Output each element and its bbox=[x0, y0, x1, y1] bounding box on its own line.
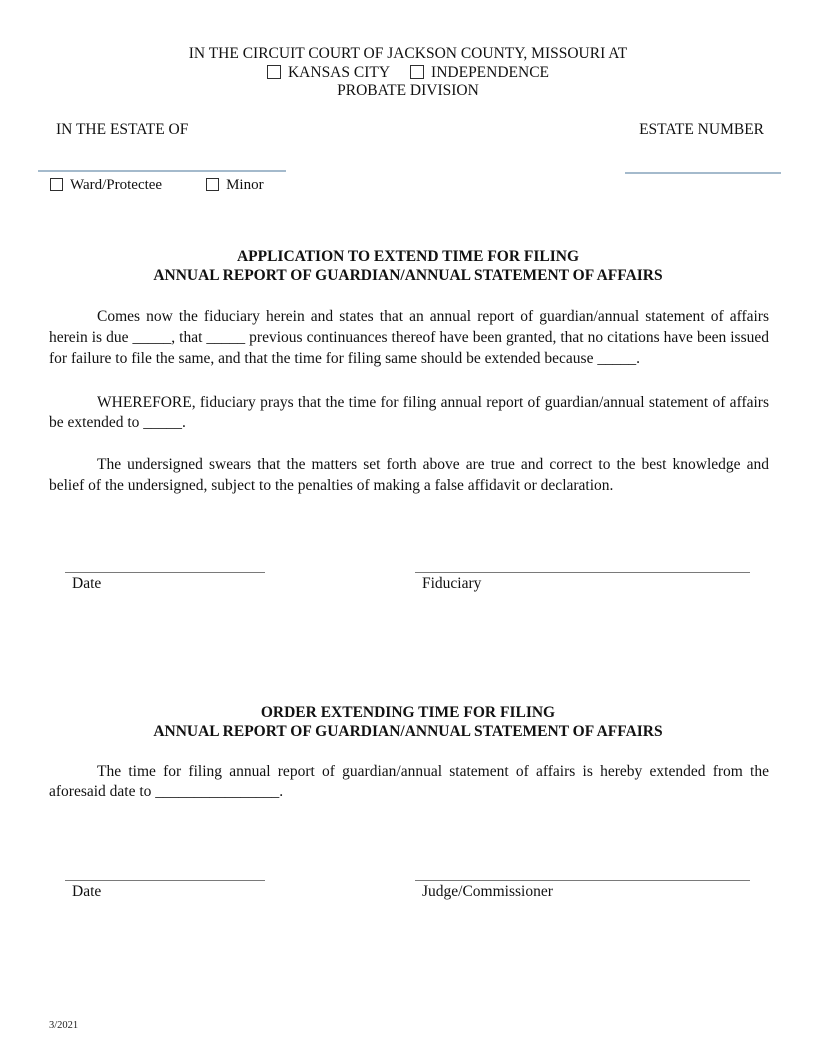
minor-checkbox[interactable] bbox=[206, 178, 219, 191]
in-the-estate-of-label: IN THE ESTATE OF bbox=[56, 121, 189, 139]
order-paragraph-extended: The time for filing annual report of guardian/annual statement of affairs is hereby extended from the aforesaid date to ________________. bbox=[49, 762, 769, 801]
independence-label: INDEPENDENCE bbox=[431, 63, 550, 81]
order-date-label: Date bbox=[72, 883, 102, 901]
form-revision-date: 3/2021 bbox=[49, 1020, 79, 1031]
fiduciary-signature-line[interactable] bbox=[415, 572, 750, 593]
ward-protectee-checkbox[interactable] bbox=[50, 178, 63, 191]
order-title-line2: ANNUAL REPORT OF GUARDIAN/ANNUAL STATEMENT OF AFFAIRS bbox=[153, 722, 663, 740]
location-option-independence bbox=[410, 64, 549, 81]
kansas-city-checkbox[interactable] bbox=[267, 65, 281, 79]
court-header bbox=[0, 0, 816, 101]
application-title-line2: ANNUAL REPORT OF GUARDIAN/ANNUAL STATEMENT OF AFFAIRS bbox=[153, 267, 663, 285]
application-date-signature-line[interactable] bbox=[65, 572, 265, 593]
order-signature-row bbox=[0, 880, 816, 901]
location-option-kansas-city bbox=[267, 64, 390, 81]
application-title-line1: APPLICATION TO EXTEND TIME FOR FILING bbox=[236, 248, 580, 266]
party-option-minor bbox=[206, 177, 264, 194]
minor-label: Minor bbox=[226, 177, 264, 194]
kansas-city-label: KANSAS CITY bbox=[287, 63, 391, 81]
party-option-ward-protectee bbox=[50, 177, 162, 194]
estate-name-input-line[interactable] bbox=[38, 170, 286, 172]
application-paragraph-swears: The undersigned swears that the matters set forth above are true and correct to the best knowledge and belief of the undersigned, subject to the penalties of making a false affidavit or declaration. bbox=[49, 456, 769, 494]
judge-commissioner-signature-line[interactable] bbox=[415, 880, 750, 901]
estate-number-label: ESTATE NUMBER bbox=[639, 121, 764, 139]
order-date-signature-line[interactable] bbox=[65, 880, 265, 901]
court-location-line bbox=[0, 64, 816, 83]
application-date-label: Date bbox=[72, 574, 102, 592]
independence-checkbox[interactable] bbox=[410, 65, 424, 79]
order-title-line1: ORDER EXTENDING TIME FOR FILING bbox=[260, 703, 556, 721]
judge-commissioner-label: Judge/Commissioner bbox=[422, 883, 553, 901]
estate-caption-row bbox=[56, 121, 764, 139]
party-type-row bbox=[50, 177, 816, 194]
court-header-line1: IN THE CIRCUIT COURT OF JACKSON COUNTY, MISSOURI AT bbox=[188, 45, 628, 62]
application-paragraph-wherefore: WHEREFORE, fiduciary prays that the time for filing annual report of guardian/annual statement of affairs be extended to _____. bbox=[49, 393, 769, 432]
application-signature-row bbox=[0, 572, 816, 593]
application-paragraph-comes-now: Comes now the fiduciary herein and states that an annual report of guardian/annual statement of affairs herein is due _____, that _____ previous continuances thereof have been granted, that no citations have been issued for failure to file the same, and that the time for filing same should be extended because _____. bbox=[49, 308, 769, 367]
court-header-line3: PROBATE DIVISION bbox=[337, 82, 479, 100]
estate-fill-row bbox=[0, 170, 816, 172]
order-title bbox=[0, 703, 816, 741]
ward-protectee-label: Ward/Protectee bbox=[70, 177, 163, 194]
fiduciary-label: Fiduciary bbox=[422, 574, 482, 592]
application-title bbox=[0, 247, 816, 285]
estate-number-input-line[interactable] bbox=[625, 172, 781, 174]
